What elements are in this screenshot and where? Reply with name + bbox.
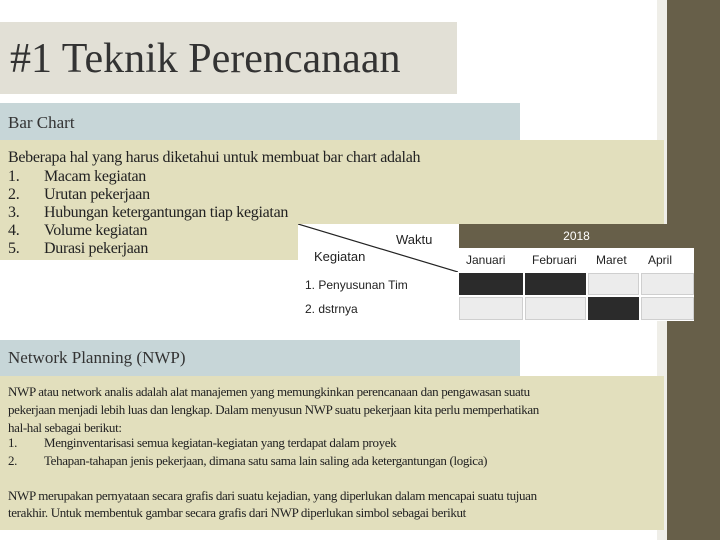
gantt-cell xyxy=(641,273,694,295)
list-item: 4. Volume kegiatan xyxy=(8,222,148,239)
nwp-list-item: 2. Tehapan-tahapan jenis pekerjaan, dimana satu sama lain saling ada ketergantungan (logica) xyxy=(8,453,488,468)
list-item: 5. Durasi pekerjaan xyxy=(8,240,149,257)
nwp-paragraph-line: terakhir. Untuk membentuk gambar secara grafis dari NWP diperlukan simbol sebagai berikut xyxy=(8,505,466,520)
gantt-cell xyxy=(641,297,694,320)
corner-diagonal xyxy=(298,224,458,272)
gantt-cell xyxy=(459,297,523,320)
activity-label: 2. dstrnya xyxy=(305,302,358,316)
list-item: 2. Urutan pekerjaan xyxy=(8,186,150,203)
gantt-cell xyxy=(459,273,523,295)
bar-chart-heading: Bar Chart xyxy=(8,113,75,132)
nwp-paragraph-line: hal-hal sebagai berikut: xyxy=(8,420,122,435)
list-item: 3. Hubungan ketergantungan tiap kegiatan xyxy=(8,204,289,221)
list-item: 1. Macam kegiatan xyxy=(8,168,146,185)
gantt-cell xyxy=(525,297,586,320)
gantt-cell xyxy=(588,297,639,320)
nwp-paragraph-line: NWP merupakan pernyataan secara grafis dari suatu kejadian, yang diperlukan dalam mencapai suatu tujuan xyxy=(8,488,537,503)
month-header: April xyxy=(648,253,673,267)
nwp-paragraph-line: NWP atau network analis adalah alat manajemen yang memungkinkan perencanaan dan pengawasan suatu xyxy=(8,384,530,399)
nwp-paragraph-line: pekerjaan menjadi lebih luas dan lengkap. Dalam menyusun NWP suatu pekerjaan kita perlu memperhatikan xyxy=(8,402,539,417)
gantt-cell xyxy=(588,273,639,295)
nwp-list-item: 1. Menginventarisasi semua kegiatan-kegiatan yang terdapat dalam proyek xyxy=(8,435,397,450)
slide-title: #1 Teknik Perencanaan xyxy=(10,36,401,82)
bar-chart-intro: Beberapa hal yang harus diketahui untuk membuat bar chart adalah xyxy=(8,149,421,166)
year-header: 2018 xyxy=(459,224,694,248)
corner-label-waktu: Waktu xyxy=(396,232,433,247)
nwp-heading: Network Planning (NWP) xyxy=(8,348,186,367)
corner-label-kegiatan: Kegiatan xyxy=(314,249,366,264)
bar-chart-heading-box xyxy=(0,103,520,140)
gantt-cell xyxy=(525,273,586,295)
month-header: Februari xyxy=(532,253,577,267)
month-header: Januari xyxy=(466,253,506,267)
month-header: Maret xyxy=(596,253,627,267)
activity-label: 1. Penyusunan Tim xyxy=(305,278,408,292)
